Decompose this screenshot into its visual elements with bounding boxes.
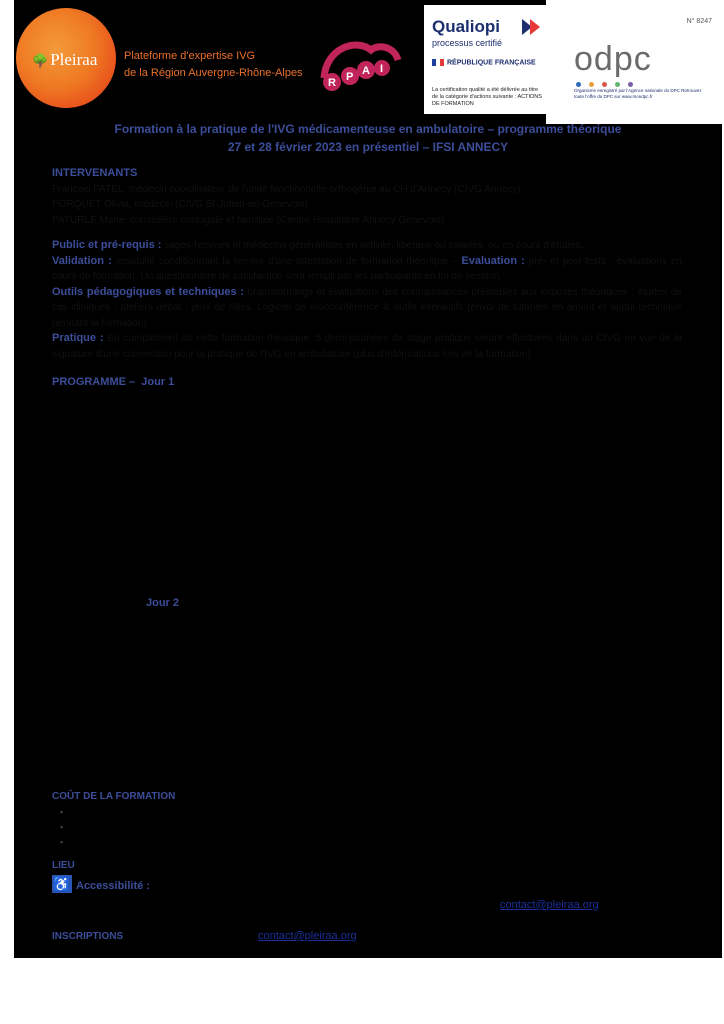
outils-label: Outils pédagogiques et techniques : [52, 285, 245, 298]
odpc-dot [628, 82, 633, 87]
lieu-heading: LIEU [52, 860, 75, 871]
intervenant-2: PORQUET Olivia, médecin (CIVG St-Julien-en-Genevois) [52, 199, 309, 210]
cout-bullets [60, 805, 63, 850]
rpai-logo [316, 38, 406, 98]
outils-paragraph [52, 285, 682, 332]
accessibility-label: Accessibilité : [76, 880, 150, 892]
title-line1: Formation à la pratique de l'IVG médicamenteuse en ambulatoire – programme théorique [114, 122, 622, 136]
qualiopi-text: La certification qualité a été délivrée au titre de la catégorie d'actions suivante : ACTIONS DE FORMATION [432, 87, 542, 107]
french-flag-icon [432, 59, 444, 66]
svg-text:I: I [380, 63, 384, 75]
programme-day2: Jour 2 [146, 597, 180, 609]
public-label: Public et pré-requis : [52, 239, 162, 251]
republique-francaise [432, 59, 536, 66]
evaluation-text: pré- et post-tests ; évaluations en cours de formation. Un questionnaire de satisfaction sera rempli par les participants en fin de session. [52, 255, 683, 282]
outils-text: brainstormings et évaluations des connaissances préalables aux exposés théoriques ; études de cas cliniques ; ateliers débat ; jeux de rôles. Logiciel de visioconférence & outils interactifs (envoi de tutoriels en amont et appui technique pendant la formation). [52, 286, 682, 329]
pratique-text: En complément de cette formation théorique, 5 demi-journées de stage pratique seront effectuées dans un CIVG en vue de la signature d'une convention pour la pratique de l'IVG en ambulatoire (plus d'informations lors de la formation). [52, 333, 683, 360]
pratique-label: Pratique : [52, 332, 104, 344]
odpc-dot [602, 82, 607, 87]
pleiraa-name-text: Pleiraa [50, 50, 98, 69]
details-section [52, 238, 682, 362]
programme-day1: Jour 1 [141, 376, 175, 388]
pratique-paragraph [52, 331, 682, 362]
odpc-dot [589, 82, 594, 87]
odpc-logo: odpc [574, 40, 652, 78]
wheelchair-icon: ♿ [53, 876, 71, 892]
pleiraa-subtitle [124, 48, 303, 82]
republique-francaise-text: RÉPUBLIQUE FRANÇAISE [447, 59, 536, 67]
qualiopi-cert: processus certifié [432, 38, 503, 48]
pleiraa-wordmark [32, 50, 97, 70]
evaluation-label: Evaluation : [461, 254, 525, 267]
intervenants-section [52, 166, 682, 228]
programme-heading [52, 375, 682, 391]
qualiopi-brand: Qualiopi [432, 17, 500, 36]
cout-bullet-1: ▪ [60, 807, 64, 817]
pleiraa-subtitle-line1: Plateforme d'expertise IVG [124, 50, 256, 62]
cout-heading: COÛT DE LA FORMATION [52, 791, 176, 802]
inscriptions-heading: INSCRIPTIONS [52, 931, 124, 942]
inscriptions-email-link[interactable]: contact@pleiraa.org [258, 930, 357, 942]
public-text: sages-femmes et médecins généralistes en activité, libéraux ou salariés, ou en cours d'études. [164, 240, 584, 251]
title-line2: 27 et 28 février 2023 en présentiel – IFSI ANNECY [227, 140, 509, 154]
odpc-text: Organisme enregistré par l'Agence nationale du DPC Retrouvez toute l'offre du DPC sur www.mondpc.fr [574, 88, 702, 99]
qualiopi-arrow-icon [522, 19, 542, 35]
document-page [14, 0, 722, 958]
cout-bullet-2: ▪ [60, 822, 64, 832]
public-paragraph [52, 238, 682, 254]
svg-text:A: A [362, 65, 370, 77]
odpc-number: N° 8247 [686, 18, 712, 25]
qualiopi-badge [424, 5, 546, 114]
intervenant-3: PATURLE Marie, conseillère conjugale et familiale (Centre Hospitalier Annecy Genevois) [52, 214, 445, 226]
intervenants-heading: INTERVENANTS [52, 167, 138, 179]
odpc-badge [546, 0, 722, 124]
tree-icon: 🌳 [32, 53, 49, 68]
intervenant-1: François PATEL, médecin coordinateur de l'unité fonctionnelle orthogénie au CH d'Annecy (CIVG Annecy) [52, 183, 521, 195]
validation-paragraph [52, 254, 682, 285]
pleiraa-subtitle-line2: de la Région Auvergne-Rhône-Alpes [124, 67, 303, 79]
odpc-dot [576, 82, 581, 87]
odpc-dot [615, 82, 620, 87]
svg-text:R: R [328, 77, 336, 89]
contact-email-link[interactable]: contact@pleiraa.org [500, 899, 599, 911]
cout-bullet-3: ▪ [60, 837, 64, 847]
svg-text:P: P [346, 71, 354, 83]
programme-label: PROGRAMME – [52, 376, 136, 388]
validation-label: Validation : [52, 254, 112, 267]
validation-text: assiduité conditionnant la remise d'une attestation de formation théorique – [115, 255, 458, 267]
